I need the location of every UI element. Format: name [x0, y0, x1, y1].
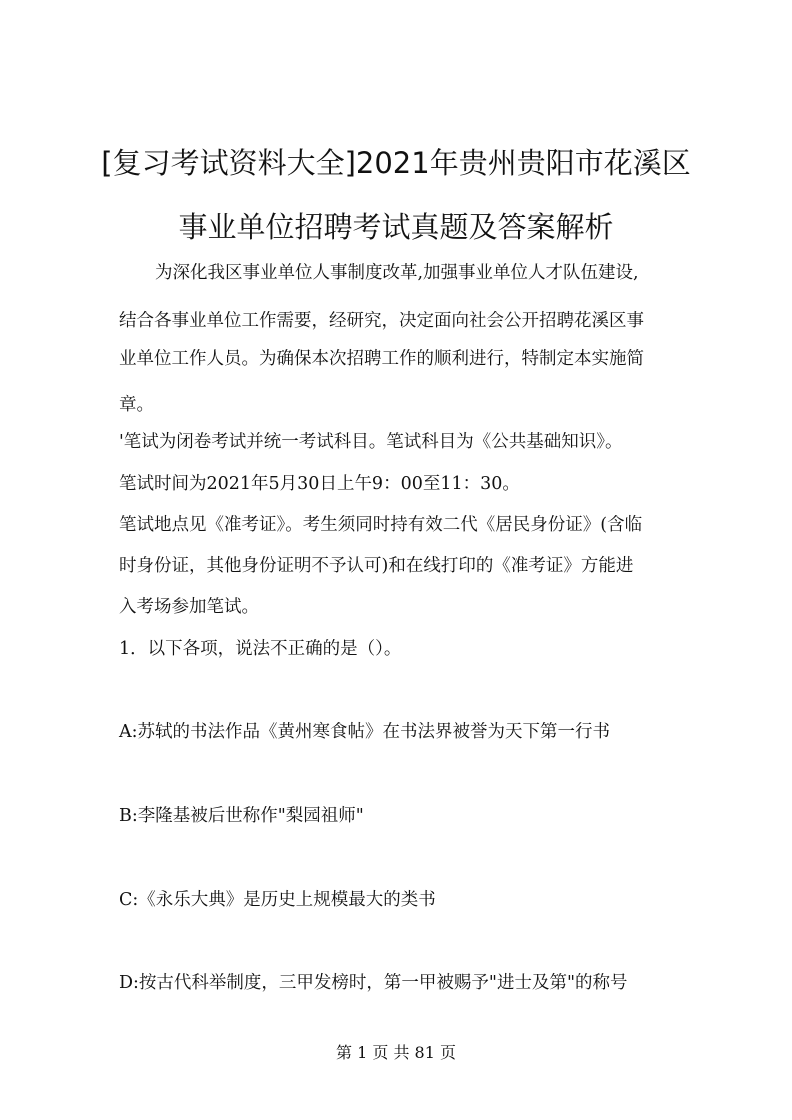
- intro-paragraph-line: 章。: [119, 395, 154, 415]
- question-option-c: C:《永乐大典》是历史上规模最大的类书: [119, 890, 436, 910]
- question-option-a: A:苏轼的书法作品《黄州寒食帖》在书法界被誉为天下第一行书: [119, 722, 611, 742]
- exam-info-line: 笔试地点见《准考证》。考生须同时持有效二代《居民身份证》(含临: [119, 515, 643, 535]
- question-option-b: B:李隆基被后世称作"梨园祖师": [119, 806, 364, 826]
- exam-info-line: '笔试为闭卷考试并统一考试科目。笔试科目为《公共基础知识》。: [119, 432, 623, 452]
- question-stem: 1．以下各项，说法不正确的是（）。: [119, 639, 402, 659]
- document-title-line-2: 事业单位招聘考试真题及答案解析: [178, 210, 614, 244]
- intro-paragraph-line: 为深化我区事业单位人事制度改革,加强事业单位人才队伍建设,: [155, 263, 639, 283]
- question-option-d: D:按古代科举制度，三甲发榜时，第一甲被赐予"进士及第"的称号: [119, 973, 628, 993]
- intro-paragraph-line: 业单位工作人员。为确保本次招聘工作的顺利进行，特制定本实施简: [119, 349, 644, 369]
- exam-info-line: 笔试时间为2021年5月30日上午9：00至11：30。: [119, 474, 520, 494]
- page-number-footer: 第 1 页 共 81 页: [336, 1043, 456, 1062]
- exam-info-line: 入考场参加笔试。: [119, 597, 259, 617]
- intro-paragraph-line: 结合各事业单位工作需要，经研究，决定面向社会公开招聘花溪区事: [119, 311, 644, 331]
- document-title-line-1: [复习考试资料大全]2021年贵州贵阳市花溪区: [101, 146, 691, 180]
- exam-info-line: 时身份证，其他身份证明不予认可)和在线打印的《准考证》方能进: [119, 556, 634, 576]
